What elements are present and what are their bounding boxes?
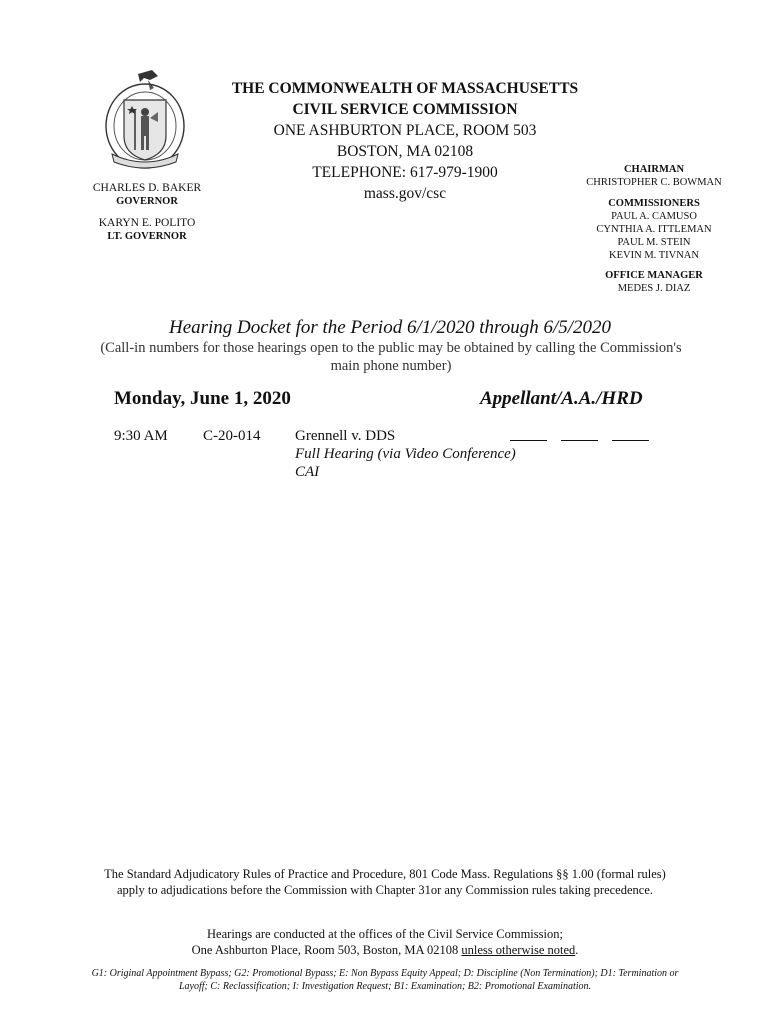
location-notice	[130, 926, 640, 958]
chairman-block	[586, 163, 722, 189]
commissioners-title: COMMISSIONERS	[608, 198, 700, 209]
entry-hearing-type: Full Hearing (via Video Conference)	[295, 446, 516, 462]
attendance-blanks	[510, 428, 649, 446]
entry-details	[295, 427, 516, 481]
commissioner-name: CYNTHIA A. ITTLEMAN	[596, 224, 712, 235]
lt-governor-name: KARYN E. POLITO	[98, 217, 196, 229]
office-manager-block	[586, 269, 722, 295]
chairman-title: CHAIRMAN	[623, 164, 685, 175]
governor-block	[92, 181, 202, 209]
location-line-1: Hearings are conducted at the offices of the Civil Service Commission;	[207, 927, 563, 941]
hrd-blank	[612, 428, 649, 441]
docket-subtitle: (Call-in numbers for those hearings open to the public may be obtained by calling the Commission's main phone number)	[100, 340, 682, 374]
commissioner-name: KEVIN M. TIVNAN	[609, 250, 699, 261]
phone-line: TELEPHONE: 617-979-1900	[312, 164, 498, 181]
chairman-name: CHRISTOPHER C. BOWMAN	[586, 177, 722, 188]
entry-case-number: C-20-014	[203, 428, 261, 444]
entry-time: 9:30 AM	[114, 428, 168, 444]
governor-title: GOVERNOR	[116, 196, 178, 207]
office-manager-name: MEDES J. DIAZ	[617, 283, 691, 294]
office-manager-title: OFFICE MANAGER	[605, 270, 703, 281]
commissioner-name: PAUL A. CAMUSO	[611, 211, 697, 222]
website: mass.gov/csc	[363, 185, 447, 202]
governor-name: CHARLES D. BAKER	[92, 182, 202, 194]
address-line: ONE ASHBURTON PLACE, ROOM 503	[273, 122, 537, 139]
lt-governor-block	[92, 216, 202, 244]
commissioners-block	[586, 197, 722, 262]
agency-name: CIVIL SERVICE COMMISSION	[292, 101, 518, 118]
org-name: THE COMMONWEALTH OF MASSACHUSETTS	[231, 80, 579, 97]
entry-commissioner: CAI	[295, 464, 320, 480]
lt-governor-title: LT. GOVERNOR	[107, 231, 187, 242]
location-note: unless otherwise noted	[461, 943, 576, 957]
entry-parties: Grennell v. DDS	[295, 428, 396, 444]
docket-day: Monday, June 1, 2020	[114, 388, 291, 409]
rules-notice: The Standard Adjudicatory Rules of Practice and Procedure, 801 Code Mass. Regulations §§ 1.00 (formal rules) apply to adjudications before the Commission with Chapter 31or any Commission rules taking precedence.	[104, 867, 666, 897]
letterhead	[210, 78, 600, 204]
commonwealth-seal	[102, 66, 188, 172]
location-line-2: One Ashburton Place, Room 503, Boston, MA 02108 unless otherwise noted.	[191, 943, 579, 957]
aa-blank	[561, 428, 598, 441]
abbreviation-legend: G1: Original Appointment Bypass; G2: Promotional Bypass; E: Non Bypass Equity Appeal; D: Discipline (Non Termination); D1: Termination or Layoff; C: Reclassification; I: Investigation Request; B1: Examination; B2: Promotional Examination.	[91, 968, 679, 992]
commissioner-name: PAUL M. STEIN	[617, 237, 691, 248]
city-line: BOSTON, MA 02108	[336, 143, 474, 160]
appellant-blank	[510, 428, 547, 441]
column-header: Appellant/A.A./HRD	[480, 388, 643, 409]
location-address: One Ashburton Place, Room 503, Boston, MA 02108	[191, 943, 459, 957]
docket-title: Hearing Docket for the Period 6/1/2020 through 6/5/2020	[168, 317, 612, 338]
